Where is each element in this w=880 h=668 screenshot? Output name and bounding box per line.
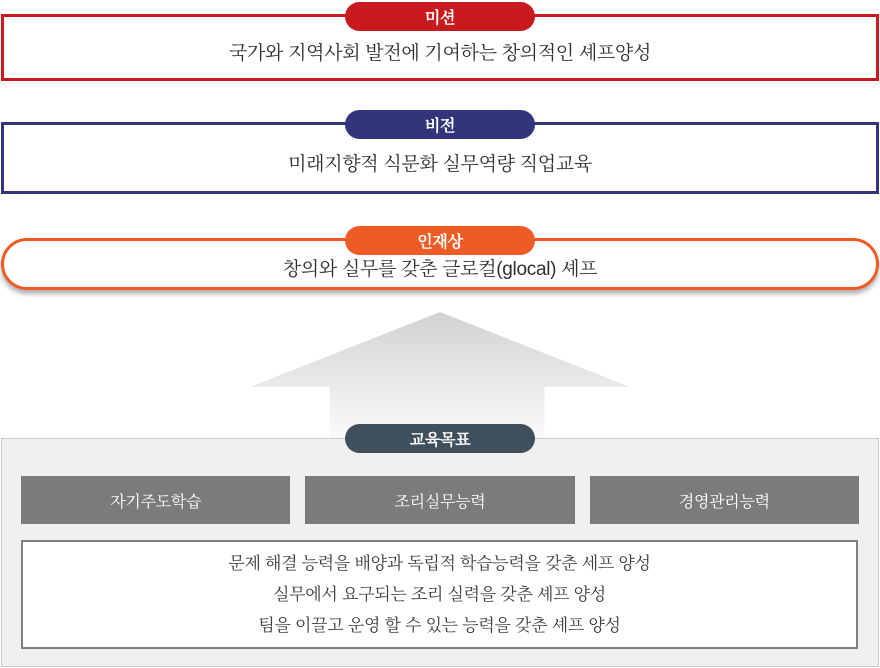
goal-pillar-culinary-practice: 조리실무능력 (305, 476, 574, 524)
talent-badge: 인재상 (345, 226, 535, 255)
education-goals-badge: 교육목표 (345, 424, 535, 453)
goal-pillars-row (21, 476, 859, 524)
vision-badge: 비전 (345, 110, 535, 139)
education-goals-panel (1, 432, 879, 667)
objective-line: 실무에서 요구되는 조리 실력을 갖춘 셰프 양성 (273, 585, 606, 604)
objectives-box (21, 540, 858, 649)
mission-badge: 미션 (345, 2, 535, 31)
goal-pillar-management: 경영관리능력 (590, 476, 859, 524)
goal-pillar-self-directed-learning: 자기주도학습 (21, 476, 290, 524)
vision-banner (1, 118, 879, 194)
vision-text: 미래지향적 식문화 실무역량 직업교육 (288, 153, 592, 175)
talent-text: 창의와 실무를 갖춘 글로컬(glocal) 셰프 (282, 258, 598, 280)
objective-line: 팀을 이끌고 운영 할 수 있는 능력을 갖춘 셰프 양성 (258, 616, 621, 635)
mission-banner (1, 10, 879, 81)
talent-banner (1, 234, 879, 290)
up-arrow-icon (250, 312, 630, 439)
objective-line: 문제 해결 능력을 배양과 독립적 학습능력을 갖춘 세프 양성 (228, 554, 651, 573)
mission-text: 국가와 지역사회 발전에 기여하는 창의적인 셰프양성 (228, 43, 652, 64)
